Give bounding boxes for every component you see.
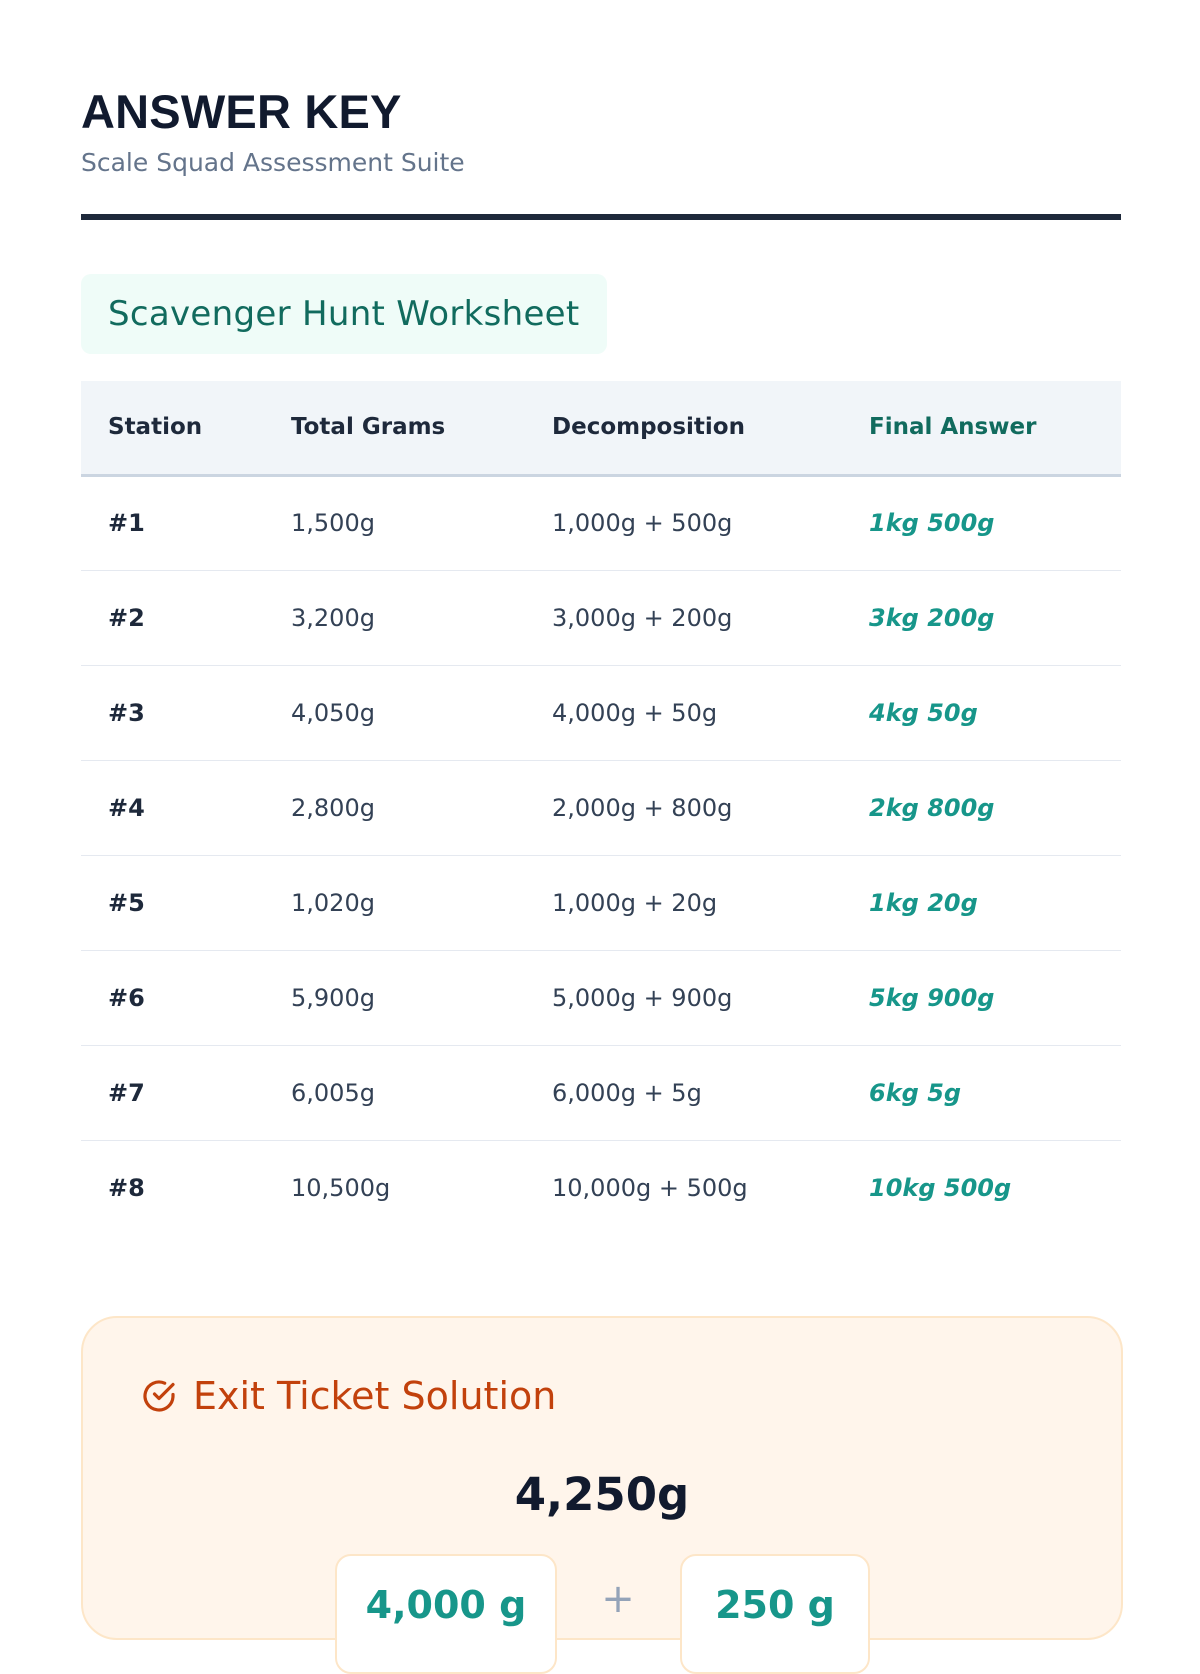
column-header-decomposition: Decomposition <box>525 381 842 475</box>
final-answer-cell: 5kg 900g <box>842 950 1121 1045</box>
total-grams-cell: 10,500g <box>291 1173 391 1202</box>
plus-operator: + <box>601 1576 635 1622</box>
final-answer-cell: 10kg 500g <box>869 1173 1012 1202</box>
final-answer-cell: 2kg 800g <box>842 760 1121 855</box>
exit-ticket-title: Exit Ticket Solution <box>193 1374 557 1418</box>
final-answer-cell: 4kg 50g <box>842 665 1121 760</box>
station-cell: #7 <box>81 1045 264 1140</box>
total-grams-cell: 5,900g <box>264 950 525 1045</box>
total-grams-cell: 2,800g <box>264 760 525 855</box>
table-row <box>81 1045 1121 1140</box>
station-cell: #6 <box>81 950 264 1045</box>
column-header-final-answer: Final Answer <box>842 381 1121 475</box>
worksheet-section-title: Scavenger Hunt Worksheet <box>108 294 580 334</box>
decomposition-cell: 1,000g + 500g <box>525 475 842 570</box>
station-cell: #2 <box>81 570 264 665</box>
exit-ticket-header <box>139 1374 556 1418</box>
station-cell: #1 <box>81 475 264 570</box>
check-circle-icon <box>139 1376 179 1416</box>
station-cell: #4 <box>81 760 264 855</box>
station-cell: #5 <box>81 855 264 950</box>
final-answer-cell: 1kg 20g <box>842 855 1121 950</box>
header-divider <box>81 214 1121 220</box>
table-row <box>81 855 1121 950</box>
column-header-total-grams: Total Grams <box>264 381 525 475</box>
final-answer-cell: 6kg 5g <box>842 1045 1121 1140</box>
station-cell: #3 <box>81 665 264 760</box>
total-grams-cell: 6,005g <box>264 1045 525 1140</box>
column-header-station: Station <box>81 381 264 475</box>
worksheet-section-label <box>81 274 607 354</box>
table-row <box>81 1140 1121 1235</box>
station-cell: #8 <box>108 1173 145 1202</box>
decomposition-cell: 1,000g + 20g <box>525 855 842 950</box>
table-row <box>81 665 1121 760</box>
total-grams-cell: 1,500g <box>264 475 525 570</box>
worksheet-table <box>81 381 1121 1235</box>
decomposition-cell: 6,000g + 5g <box>525 1045 842 1140</box>
total-grams-cell: 1,020g <box>264 855 525 950</box>
total-grams-cell: 3,200g <box>264 570 525 665</box>
decomposition-cell: 3,000g + 200g <box>525 570 842 665</box>
final-answer-cell: 1kg 500g <box>842 475 1121 570</box>
kilogram-part-box: 4,000 g <box>335 1554 557 1674</box>
table-row <box>81 570 1121 665</box>
table-row <box>81 760 1121 855</box>
exit-ticket-total: 4,250g <box>514 1468 690 1521</box>
exit-ticket-card <box>81 1316 1123 1640</box>
page-subtitle: Scale Squad Assessment Suite <box>81 148 465 177</box>
decomposition-cell: 10,000g + 500g <box>552 1173 748 1202</box>
decomposition-cell: 2,000g + 800g <box>525 760 842 855</box>
table-header-row <box>81 381 1121 475</box>
table-row <box>81 475 1121 570</box>
final-answer-cell: 3kg 200g <box>842 570 1121 665</box>
decomposition-cell: 4,000g + 50g <box>525 665 842 760</box>
table-row <box>81 950 1121 1045</box>
decomposition-cell: 5,000g + 900g <box>525 950 842 1045</box>
gram-part-box: 250 g <box>680 1554 870 1674</box>
page-title: ANSWER KEY <box>81 85 402 138</box>
total-grams-cell: 4,050g <box>264 665 525 760</box>
